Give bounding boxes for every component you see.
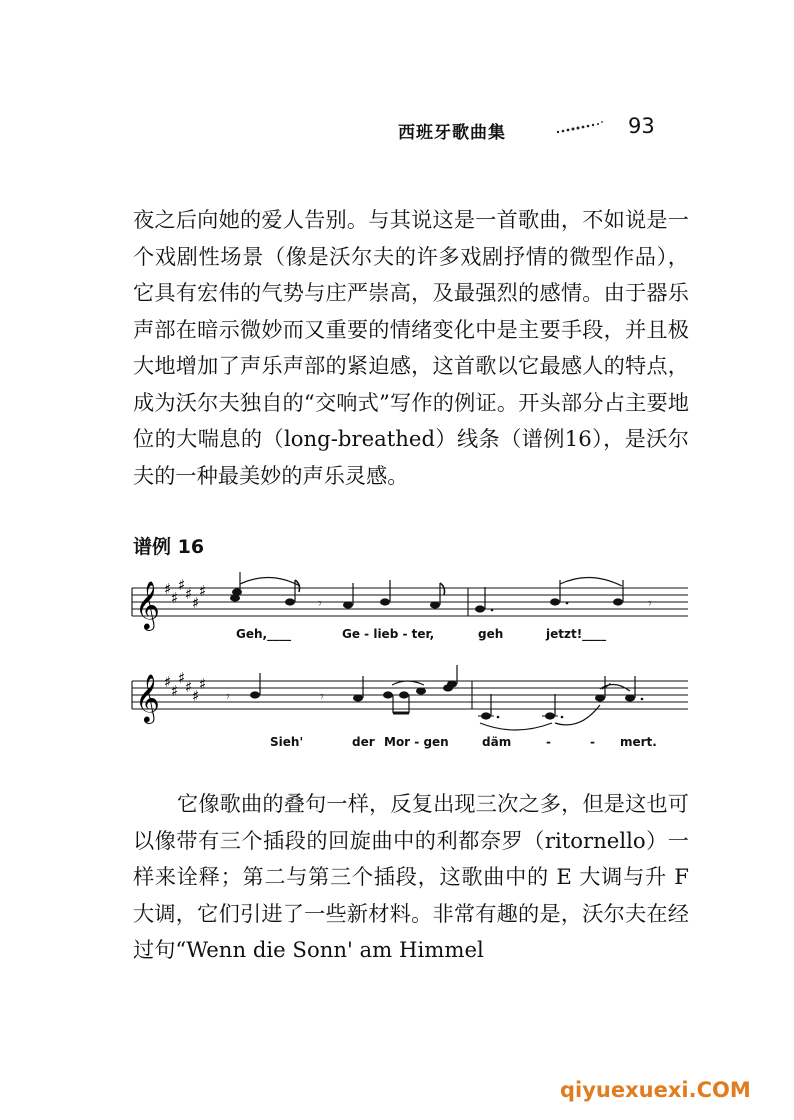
svg-text:♯: ♯ <box>192 687 200 705</box>
running-title: 西班牙歌曲集 <box>398 123 506 143</box>
lyric-11: mert. <box>620 735 657 749</box>
svg-text:♯: ♯ <box>171 589 179 607</box>
music-staff-2 <box>130 665 690 757</box>
notes-icon <box>226 665 643 720</box>
svg-text:♯: ♯ <box>185 585 193 603</box>
svg-text:𝄾: 𝄾 <box>320 689 324 705</box>
body-paragraph-2: 它像歌曲的叠句一样，反复出现三次之多，但是这也可以像带有三个插段的回旋曲中的利都奈罗（ritornello）一样来诠释；第二与第三个插段，这歌曲中的 E 大调与升 F 大调，它们引进了一些新材料。非常有趣的是，沃尔夫在经过句“Wenn die Sonn' am Himmel <box>133 791 689 962</box>
treble-clef-icon: 𝄞 <box>135 580 160 629</box>
lyric-4: jetzt!____ <box>546 627 607 641</box>
ornament-icon <box>550 118 610 138</box>
body-paragraph-1: 夜之后向她的爱人告别。与其说这是一首歌曲，不如说是一个戏剧性场景（像是沃尔夫的许多戏剧抒情的微型作品），它具有宏伟的气势与庄严崇高，及最强烈的感情。由于器乐声部在暗示微妙而又重要的情绪变化中是主要手段，并且极大地增加了声乐声部的紧迫感，这首歌以它最感人的特点，成为沃尔夫独自的“交响式”写作的例证。开头部分占主要地位的大喘息的（long-breathed）线条（谱例16），是沃尔夫的一种最美妙的声乐灵感。 <box>133 207 689 488</box>
running-header <box>398 114 668 144</box>
lyric-10: - <box>590 735 595 749</box>
page-number: 93 <box>628 114 655 138</box>
watermark: qiyuexuexi.COM <box>560 1078 751 1102</box>
lyric-3: geh <box>478 627 504 641</box>
svg-text:𝄾: 𝄾 <box>226 689 230 705</box>
svg-text:𝄾: 𝄾 <box>318 596 322 612</box>
svg-text:♯: ♯ <box>185 678 193 696</box>
notes-icon <box>230 572 652 613</box>
svg-text:♯: ♯ <box>178 576 186 594</box>
example-label: 谱例 16 <box>133 536 205 558</box>
lyric-9: - <box>546 735 551 749</box>
svg-text:♯: ♯ <box>199 582 207 600</box>
key-signature-icon <box>164 669 206 705</box>
music-staff-1 <box>130 572 690 642</box>
lyric-2: Ge - lieb - ter, <box>342 627 435 641</box>
svg-text:♯: ♯ <box>199 675 207 693</box>
key-signature-icon <box>164 576 206 612</box>
treble-clef-icon: 𝄞 <box>135 673 160 722</box>
svg-text:♯: ♯ <box>178 669 186 687</box>
lyric-1: Geh,____ <box>236 627 292 641</box>
svg-text:♯: ♯ <box>171 682 179 700</box>
svg-text:♯: ♯ <box>164 580 172 598</box>
lyric-5: Sieh' <box>270 735 304 749</box>
lyric-6: der <box>352 735 375 749</box>
svg-text:♯: ♯ <box>164 673 172 691</box>
svg-text:𝄾: 𝄾 <box>648 596 652 612</box>
svg-text:♯: ♯ <box>192 594 200 612</box>
lyric-8: däm <box>482 735 512 749</box>
lyric-7: Mor - gen <box>384 735 449 749</box>
